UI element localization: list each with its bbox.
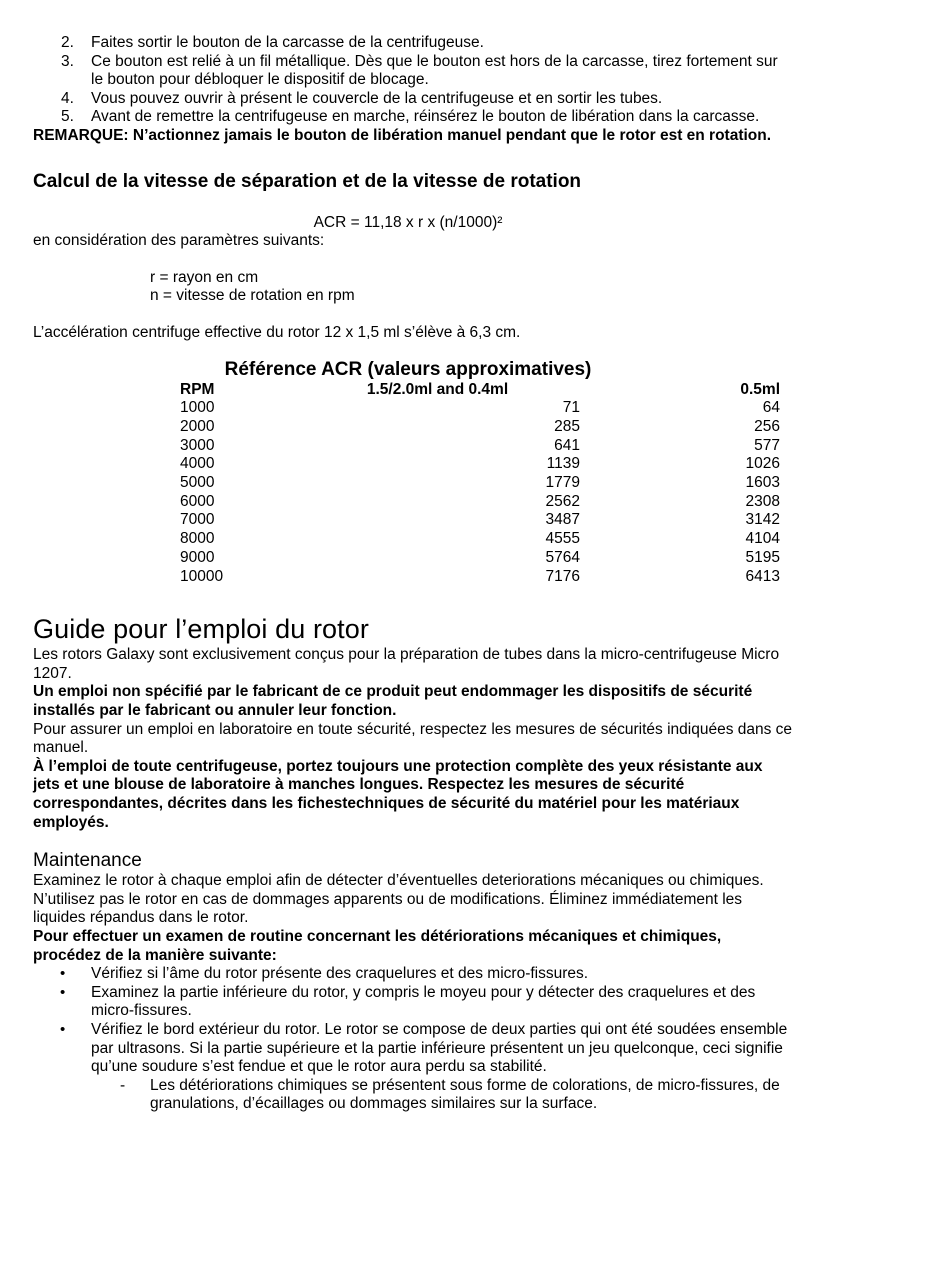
calc-heading: Calcul de la vitesse de séparation et de la vitesse de rotation: [33, 170, 582, 192]
header-rpm: RPM: [180, 380, 215, 398]
step-number: 5.: [61, 108, 74, 126]
sub-list-item: [33, 1077, 793, 1114]
table-header-row: [180, 381, 780, 400]
remarque-note: REMARQUE: N’actionnez jamais le bouton de libération manuel pendant que le rotor est en rotation.: [33, 126, 772, 144]
bullet-icon: •: [60, 1020, 66, 1038]
guide-paragraph-2: Un emploi non spécifié par le fabricant de ce produit peut endommager les dispositifs de sécurité installés par le fabricant ou annuler leur fonction.: [33, 683, 753, 720]
cell-05ml: 5195: [745, 548, 780, 566]
params-list: [33, 269, 793, 306]
cell-rpm: 1000: [180, 399, 215, 417]
list-item: [33, 108, 793, 127]
table-row: [180, 455, 780, 474]
step-text: Ce bouton est relié à un fil métallique. Dès que le bouton est hors de la carcasse, tirez fortement sur le bouton pour débloquer le dispositif de blocage.: [91, 52, 778, 89]
cell-15-20ml: 285: [554, 417, 580, 435]
list-item: [33, 984, 793, 1021]
cell-05ml: 6413: [745, 567, 780, 585]
maintenance-bullets: [33, 965, 793, 1114]
acr-formula: ACR = 11,18 x r x (n/1000)²: [313, 213, 503, 231]
document-page: [33, 34, 793, 1114]
dash-text: Les détériorations chimiques se présentent sous forme de colorations, de micro-fissures, de granulations, d’écaillages ou dommages similaires sur la surface.: [150, 1076, 780, 1113]
cell-05ml: 1603: [745, 474, 780, 492]
cell-05ml: 2308: [745, 492, 780, 510]
header-15-20ml: 1.5/2.0ml and 0.4ml: [366, 380, 509, 398]
list-item: [33, 34, 793, 53]
step-text: Vous pouvez ouvrir à présent le couvercle de la centrifugeuse et en sortir les tubes.: [91, 89, 663, 107]
cell-05ml: 64: [762, 399, 780, 417]
steps-list: [33, 34, 793, 127]
cell-15-20ml: 7176: [545, 567, 580, 585]
cell-15-20ml: 641: [554, 436, 580, 454]
cell-15-20ml: 3487: [545, 511, 580, 529]
cell-rpm: 3000: [180, 436, 215, 454]
step-text: Faites sortir le bouton de la carcasse de la centrifugeuse.: [91, 34, 484, 51]
table-row: [180, 418, 780, 437]
cell-rpm: 5000: [180, 474, 215, 492]
dash-icon: -: [120, 1076, 126, 1094]
cell-05ml: 1026: [745, 455, 780, 473]
bullet-icon: •: [60, 983, 66, 1001]
table-row: [180, 399, 780, 418]
cell-15-20ml: 71: [562, 399, 580, 417]
table-row: [180, 493, 780, 512]
bullet-icon: •: [60, 965, 66, 983]
cell-05ml: 4104: [745, 530, 780, 548]
cell-rpm: 4000: [180, 455, 215, 473]
cell-05ml: 256: [754, 417, 780, 435]
param-n: n = vitesse de rotation en rpm: [150, 287, 355, 305]
cell-15-20ml: 5764: [545, 548, 580, 566]
bullet-text: Examinez la partie inférieure du rotor, y compris le moyeu pour y détecter des craquelures et des micro-fissures.: [91, 983, 756, 1020]
step-number: 2.: [61, 34, 74, 51]
acr-reference-table: [33, 359, 793, 587]
rotor-note: L’accélération centrifuge effective du rotor 12 x 1,5 ml s’élève à 6,3 cm.: [33, 323, 521, 341]
param-r: r = rayon en cm: [150, 268, 259, 286]
step-number: 3.: [61, 52, 74, 70]
table-row: [180, 474, 780, 493]
cell-rpm: 2000: [180, 417, 215, 435]
cell-rpm: 6000: [180, 492, 215, 510]
cell-15-20ml: 1139: [546, 455, 580, 473]
cell-05ml: 3142: [745, 511, 780, 529]
acr-table: [180, 381, 780, 587]
table-row: [180, 437, 780, 456]
bullet-text: Vérifiez le bord extérieur du rotor. Le rotor se compose de deux parties qui ont été soudées ensemble par ultrasons. Si la partie supérieure et la partie inférieure présentent un jeu quelconque, ceci signifie qu’une soudure s’est fendue et que le rotor aura perdu sa stabilité.: [91, 1020, 788, 1076]
guide-paragraph-4: À l’emploi de toute centrifugeuse, portez toujours une protection complète des yeux résistante aux jets et une blouse de laboratoire à manches longues. Respectez les mesures de sécurité correspondantes, décrites dans les fichestechniques de sécurité du matériel pour les matériaux employés.: [33, 757, 763, 831]
header-05ml: 0.5ml: [740, 380, 780, 398]
params-intro: en considération des paramètres suivants:: [33, 232, 325, 250]
list-item: [33, 965, 793, 984]
cell-rpm: 7000: [180, 511, 215, 529]
table-row: [180, 549, 780, 568]
cell-rpm: 9000: [180, 548, 215, 566]
table-row: [180, 568, 780, 587]
maintenance-heading: Maintenance: [33, 850, 142, 872]
step-number: 4.: [61, 89, 74, 107]
cell-15-20ml: 2562: [545, 492, 580, 510]
bullet-text: Vérifiez si l’âme du rotor présente des craquelures et des micro-fissures.: [91, 965, 589, 983]
cell-rpm: 10000: [180, 567, 224, 585]
table-row: [180, 511, 780, 530]
list-item: [33, 90, 793, 109]
cell-15-20ml: 4555: [545, 530, 580, 548]
cell-05ml: 577: [754, 436, 780, 454]
list-item: [33, 1021, 793, 1077]
step-text: Avant de remettre la centrifugeuse en marche, réinsérez le bouton de libération dans la carcasse.: [91, 108, 760, 126]
cell-rpm: 8000: [180, 530, 215, 548]
list-item: [33, 53, 793, 90]
cell-15-20ml: 1779: [545, 474, 580, 492]
maintenance-paragraph-2: Pour effectuer un examen de routine concernant les détériorations mécaniques et chimiques, procédez de la manière suivante:: [33, 927, 722, 964]
guide-paragraph-1: Les rotors Galaxy sont exclusivement conçus pour la préparation de tubes dans la micro-centrifugeuse Micro 1207.: [33, 646, 780, 682]
maintenance-paragraph-1: Examinez le rotor à chaque emploi afin de détecter d’éventuelles deteriorations mécaniques ou chimiques. N’utilisez pas le rotor en cas de dommages apparents ou de modifications. Éliminez immédiatement les liquides répandus dans le rotor.: [33, 872, 764, 927]
table-row: [180, 530, 780, 549]
guide-paragraph-3: Pour assurer un emploi en laboratoire en toute sécurité, respectez les mesures de sécurités indiquées dans ce manuel.: [33, 720, 793, 757]
guide-heading: Guide pour l’emploi du rotor: [33, 614, 369, 645]
table-title: Référence ACR (valeurs approximatives): [224, 358, 592, 380]
